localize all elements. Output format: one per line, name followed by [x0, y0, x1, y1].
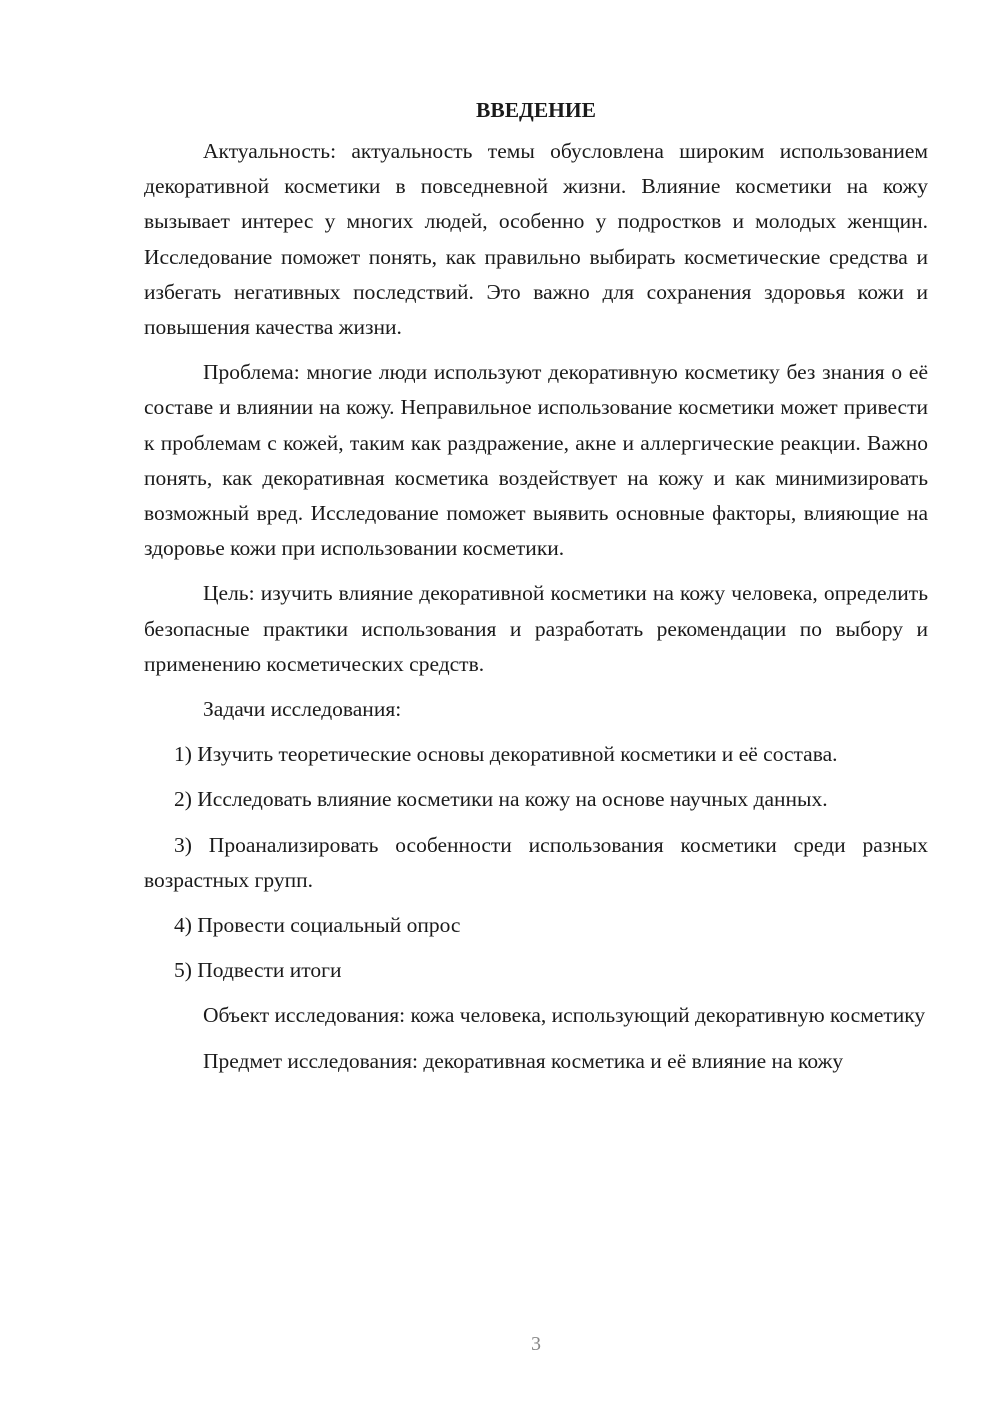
paragraph-relevance: Актуальность: актуальность темы обусловлена широким использованием декоративной косметики в повседневной жизни. Влияние косметики на кожу вызывает интерес у многих людей, особенно у подростков и молодых женщин. Исследование поможет понять, как правильно выбирать косметические средства и избегать негативных последствий. Это важно для сохранения здоровья кожи и повышения качества жизни.	[144, 139, 928, 340]
task-item: 1) Изучить теоретические основы декоративной косметики и её состава.	[174, 742, 838, 767]
paragraph-object: Объект исследования: кожа человека, использующий декоративную косметику	[203, 1003, 926, 1028]
paragraph-tasks-heading: Задачи исследования:	[203, 697, 402, 722]
document-page	[144, 92, 928, 1089]
task-item: 4) Провести социальный опрос	[174, 913, 461, 938]
section-title: ВВЕДЕНИЕ	[476, 98, 596, 122]
paragraph-problem: Проблема: многие люди используют декоративную косметику без знания о её составе и влиянии на кожу. Неправильное использование косметики может привести к проблемам с кожей, таким как раздражение, акне и аллергические реакции. Важно понять, как декоративная косметика воздействует на кожу и как минимизировать возможный вред. Исследование поможет выявить основные факторы, влияющие на здоровье кожи при использовании косметики.	[144, 360, 928, 561]
page-number: 3	[531, 1333, 541, 1355]
task-item: 2) Исследовать влияние косметики на кожу на основе научных данных.	[174, 787, 828, 812]
task-item: 5) Подвести итоги	[174, 958, 342, 983]
paragraph-goal: Цель: изучить влияние декоративной косметики на кожу человека, определить безопасные практики использования и разработать рекомендации по выбору и применению косметических средств.	[144, 581, 928, 676]
task-item: 3) Проанализировать особенности использования косметики среди разных возрастных групп.	[144, 832, 928, 892]
paragraph-subject: Предмет исследования: декоративная косметика и её влияние на кожу	[203, 1048, 844, 1073]
